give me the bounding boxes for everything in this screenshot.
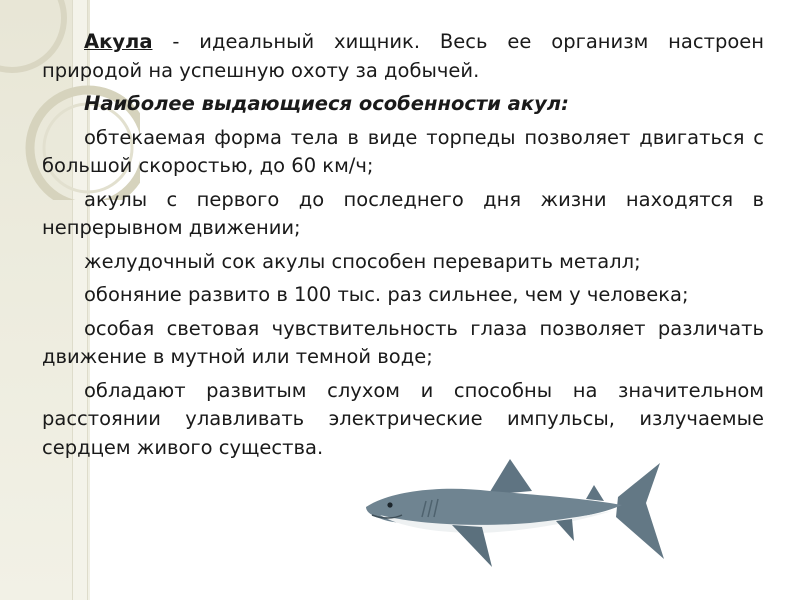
shark-eye xyxy=(387,502,392,507)
shark-term: Акула xyxy=(84,30,153,53)
shark-second-dorsal-fin xyxy=(586,485,604,501)
feature-item: особая световая чувствительность глаза позволяет различать движение в мутной или темной воде; xyxy=(42,316,764,368)
shark-dorsal-fin xyxy=(488,459,532,495)
feature-item: обладают развитым слухом и способны на значительном расстоянии улавливать электрические импульсы, излучаемые сердцем живого существа. xyxy=(42,378,764,459)
feature-item: желудочный сок акулы способен переварить металл; xyxy=(84,249,641,273)
shark-pelvic-fin xyxy=(556,519,574,541)
intro-paragraph xyxy=(42,28,764,85)
feature-item: обоняние развито в 100 тыс. раз сильнее, чем у человека; xyxy=(84,283,689,306)
shark-illustration xyxy=(360,455,670,575)
slide-content xyxy=(42,28,764,467)
feature-item: акулы с первого до последнего дня жизни находятся в непрерывном движении; xyxy=(42,187,764,239)
intro-text: - идеальный хищник. Весь ее организм настроен природой на успешную охоту за добычей. xyxy=(42,30,764,82)
shark-tail-fin xyxy=(616,463,664,559)
features-heading: Наиболее выдающиеся особенности акул: xyxy=(84,92,569,115)
feature-item: обтекаемая форма тела в виде торпеды позволяет двигаться с большой скоростью, до 60 км/ч; xyxy=(42,125,764,177)
